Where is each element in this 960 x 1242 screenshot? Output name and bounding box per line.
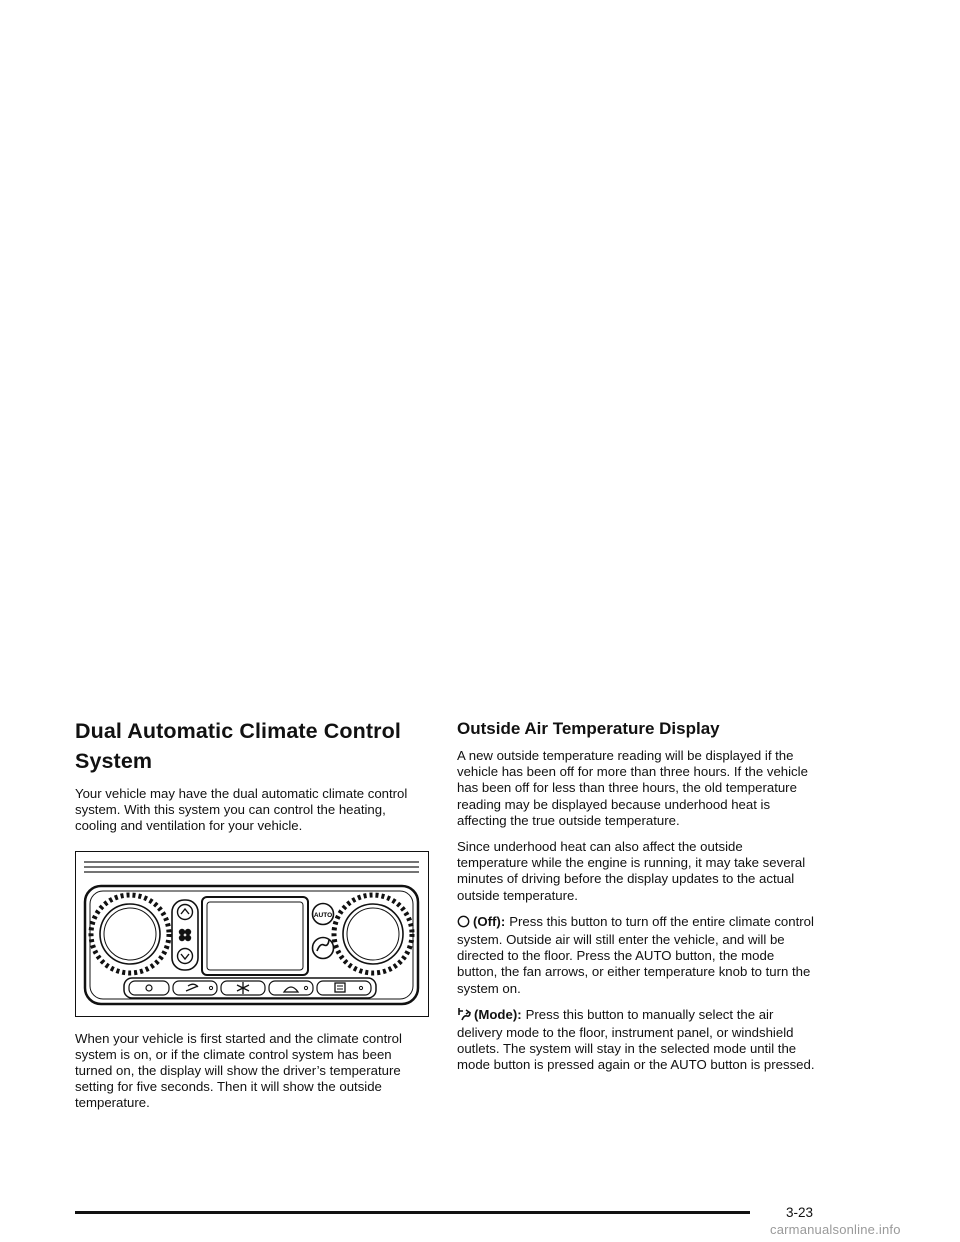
ac-snowflake-icon [221, 981, 265, 995]
air-mode-icon [313, 937, 334, 958]
mode-button-paragraph [457, 1007, 817, 1074]
rear-defrost-icon [317, 981, 371, 995]
svg-text:AUTO: AUTO [313, 911, 333, 919]
left-column [75, 716, 431, 1122]
climate-control-panel-figure [75, 851, 429, 1017]
power-off-icon [129, 981, 169, 995]
auto-button [313, 903, 334, 924]
footer-rule [75, 1211, 750, 1214]
right-column [457, 716, 817, 1084]
air-mode-icon [457, 1007, 471, 1025]
intro-paragraph: Your vehicle may have the dual automatic climate control system. With this system you can control the heating, cooling and ventilation for your vehicle. [75, 786, 408, 834]
outside-temp-paragraph-1: A new outside temperature reading will be displayed if the vehicle has been off for more than three hours. If the vehicle has been off for less than three hours, the old temperature reading may be displayed because underhood heat is affecting the true outside temperature. [457, 748, 808, 828]
off-button-paragraph [457, 914, 817, 997]
power-off-icon [457, 915, 470, 932]
outside-temp-paragraph-2: Since underhood heat can also affect the outside temperature while the engine is running, it may take several minutes of driving before the display updates to the actual outside temperature. [457, 839, 806, 903]
front-defrost-icon [269, 981, 313, 995]
mode-label: (Mode): [474, 1006, 522, 1022]
off-label: (Off): [473, 913, 506, 929]
page-number: 3-23 [786, 1205, 814, 1220]
mode-description: Press this button to manually select the air delivery mode to the floor, instrument panel, or windshield outlets. The system will stay in the selected mode until the mode button is pressed again or the AUTO button is pressed. [457, 1006, 815, 1073]
section-title-climate-control: Dual Automatic Climate Control System [75, 719, 401, 773]
startup-display-paragraph: When your vehicle is first started and the climate control system is on, or if the climate control system has been turned on, the display will show the driver’s temperature setting for five seconds. Then it will show the outside temperature. [75, 1030, 402, 1111]
section-title-outside-air-temperature: Outside Air Temperature Display [457, 719, 720, 738]
recirculation-icon [173, 981, 217, 995]
watermark: carmanualsonline.info [770, 1222, 901, 1237]
climate-panel-illustration [76, 852, 427, 1015]
off-description: Press this button to turn off the entire climate control system. Outside air will still enter the vehicle, and will be directed to the floor. Press the AUTO button, the mode button, the fan arrows, or either temperature knob to turn the system on. [457, 913, 814, 996]
